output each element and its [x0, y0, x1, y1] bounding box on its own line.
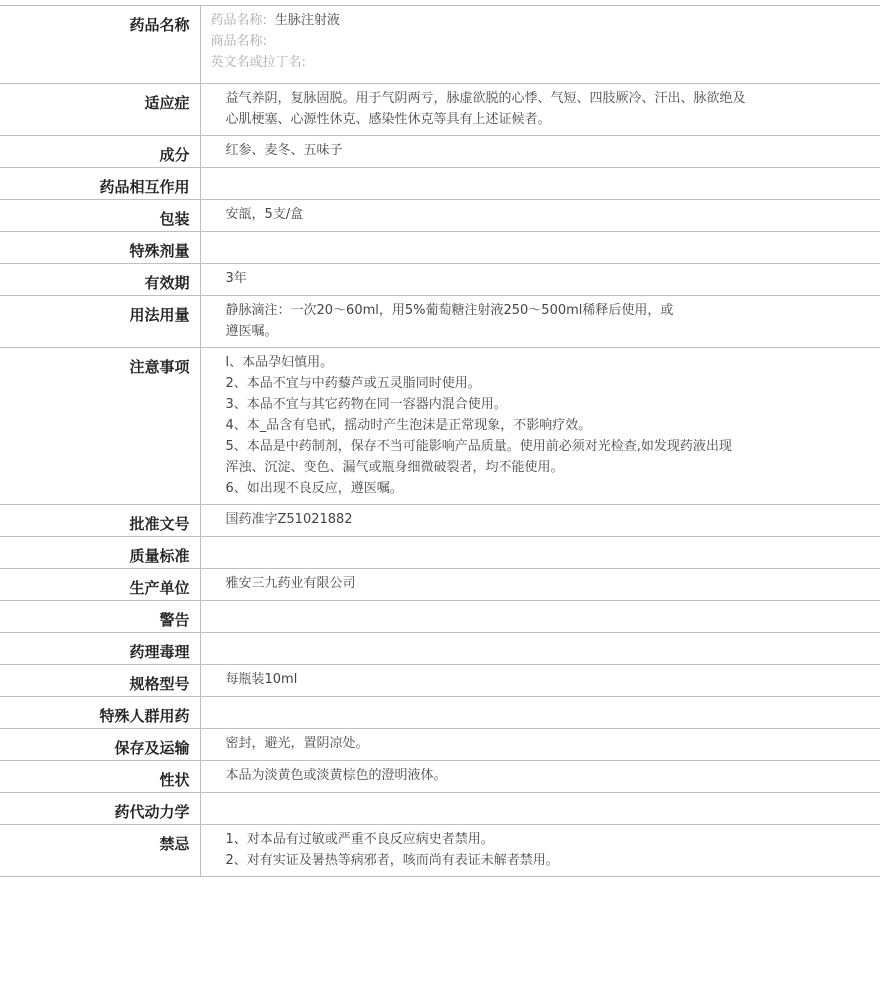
value-line: 6、如出现不良反应，遵医嘱。 [225, 481, 403, 496]
row-value [200, 136, 880, 168]
table-row [0, 761, 880, 793]
table-row-drug-name [0, 6, 880, 84]
value-line: 2、本品不宜与中药藜芦或五灵脂同时使用。 [225, 376, 481, 391]
value-line: l、本品孕妇慎用。 [225, 355, 334, 370]
value-line: 1、对本品有过敏或严重不良反应病史者禁用。 [225, 832, 494, 847]
value-line: 浑浊、沉淀、变色、漏气或瓶身细微破裂者，均不能使用。 [225, 460, 564, 475]
row-label: 生产单位 [0, 569, 200, 601]
english-name-label: 英文名或拉丁名: [210, 55, 306, 70]
table-row [0, 825, 880, 877]
row-label: 成分 [0, 136, 200, 168]
row-value-names [200, 6, 880, 84]
row-label: 禁忌 [0, 825, 200, 877]
row-label: 性状 [0, 761, 200, 793]
row-value [200, 825, 880, 877]
table-row [0, 601, 880, 633]
row-label: 特殊人群用药 [0, 697, 200, 729]
generic-name-value: 生脉注射液 [274, 13, 340, 28]
value-line: 5、本品是中药制剂，保存不当可能影响产品质量。使用前必须对光检查,如发现药液出现 [225, 439, 732, 454]
value-line: 3、本品不宜与其它药物在同一容器内混合使用。 [225, 397, 507, 412]
row-label: 特殊剂量 [0, 232, 200, 264]
row-value [200, 348, 880, 505]
table-row [0, 296, 880, 348]
value-line: 4、本_品含有皂甙，摇动时产生泡沫是正常现象，不影响疗效。 [225, 418, 592, 433]
row-label: 适应症 [0, 84, 200, 136]
row-value [200, 264, 880, 296]
row-value [200, 84, 880, 136]
value-line: 遵医嘱。 [225, 324, 278, 339]
row-value [200, 505, 880, 537]
row-label: 用法用量 [0, 296, 200, 348]
table-row [0, 633, 880, 665]
value-line: 心肌梗塞、心源性休克、感染性休克等具有上述证候者。 [225, 112, 551, 127]
row-label: 药品名称 [0, 6, 200, 84]
row-label: 药理毒理 [0, 633, 200, 665]
row-label: 注意事项 [0, 348, 200, 505]
value-line: 益气养阴，复脉固脱。用于气阴两亏，脉虚欲脱的心悸、气短、四肢厥冷、汗出、脉欲绝及 [225, 91, 746, 106]
value-line: 安瓿，5支/盒 [225, 207, 304, 222]
row-value [200, 601, 880, 633]
value-line: 密封，避光，置阴凉处。 [225, 736, 369, 751]
generic-name-label: 药品名称: [210, 13, 267, 28]
row-label: 警告 [0, 601, 200, 633]
table-row [0, 793, 880, 825]
value-line: 本品为淡黄色或淡黄棕色的澄明液体。 [225, 768, 447, 783]
table-row [0, 665, 880, 697]
row-label: 保存及运输 [0, 729, 200, 761]
table-row [0, 505, 880, 537]
value-line: 红参、麦冬、五味子 [225, 143, 343, 158]
table-row [0, 697, 880, 729]
english-name-line [211, 52, 880, 73]
row-value [200, 793, 880, 825]
row-value [200, 569, 880, 601]
row-label: 有效期 [0, 264, 200, 296]
trade-name-line [211, 31, 880, 52]
table-row [0, 136, 880, 168]
trade-name-label: 商品名称: [210, 34, 267, 49]
row-label: 批准文号 [0, 505, 200, 537]
value-line: 静脉滴注：一次20～60ml，用5%葡萄糖注射液250～500ml稀释后使用，或 [225, 303, 674, 318]
row-value [200, 537, 880, 569]
row-label: 规格型号 [0, 665, 200, 697]
row-value [200, 665, 880, 697]
row-label: 包装 [0, 200, 200, 232]
value-line: 国药准字Z51021882 [225, 512, 353, 527]
row-value [200, 697, 880, 729]
row-value [200, 729, 880, 761]
row-value [200, 200, 880, 232]
drug-info-table [0, 5, 880, 877]
row-label: 药品相互作用 [0, 168, 200, 200]
table-row [0, 348, 880, 505]
row-label: 药代动力学 [0, 793, 200, 825]
row-value [200, 232, 880, 264]
table-row [0, 84, 880, 136]
row-value [200, 296, 880, 348]
table-row [0, 729, 880, 761]
row-value [200, 761, 880, 793]
row-value [200, 168, 880, 200]
value-line: 3年 [225, 271, 247, 286]
table-row [0, 537, 880, 569]
row-value [200, 633, 880, 665]
table-row [0, 232, 880, 264]
value-line: 2、对有实证及暑热等病邪者，咳而尚有表证未解者禁用。 [225, 853, 559, 868]
table-row [0, 264, 880, 296]
generic-name-line [211, 10, 880, 31]
table-row [0, 168, 880, 200]
value-line: 每瓶装10ml [225, 672, 298, 687]
value-line: 雅安三九药业有限公司 [225, 576, 356, 591]
table-row [0, 569, 880, 601]
table-row [0, 200, 880, 232]
row-label: 质量标准 [0, 537, 200, 569]
